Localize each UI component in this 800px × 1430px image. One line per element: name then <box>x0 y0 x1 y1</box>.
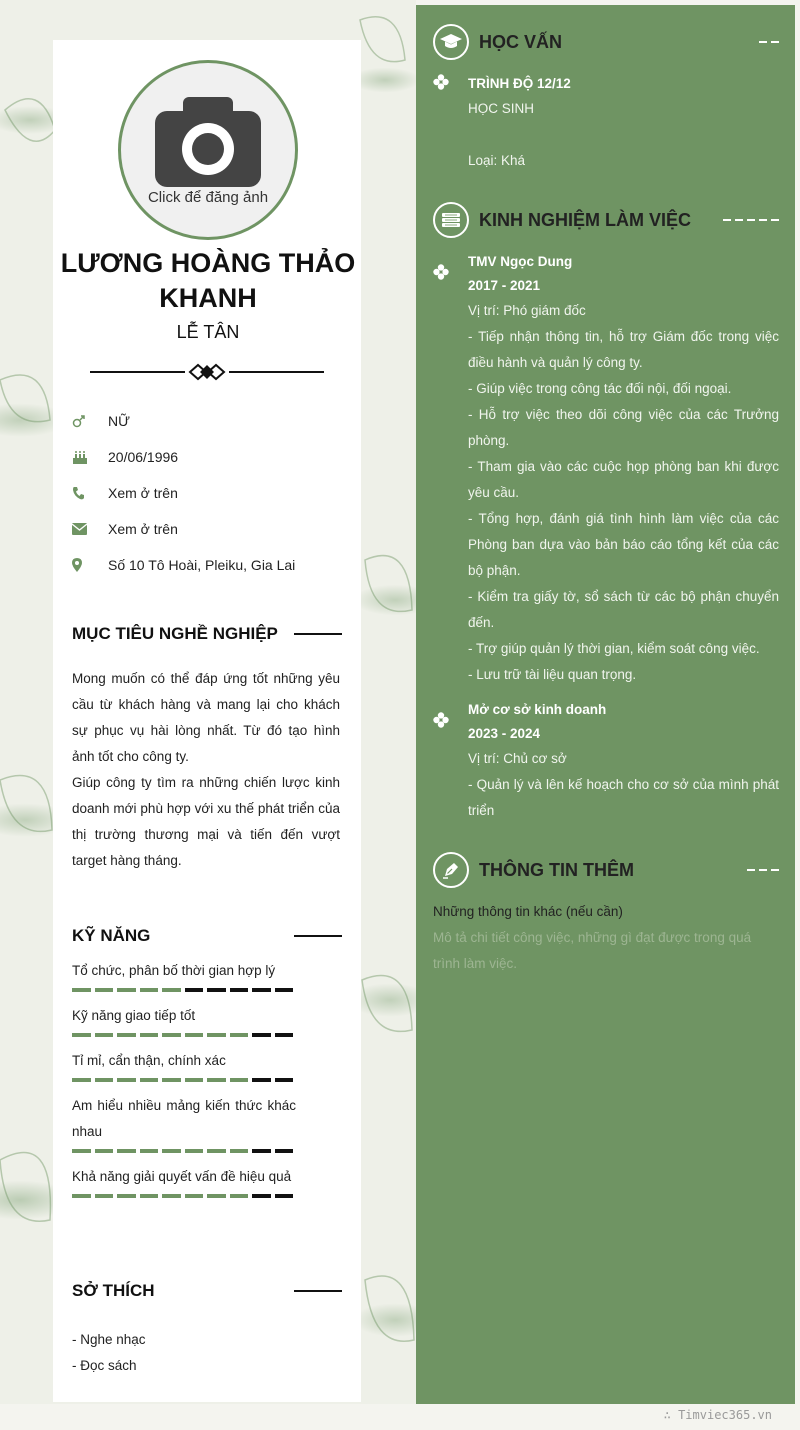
skill-name: Kỹ năng giao tiếp tốt <box>72 1008 196 1023</box>
section-title: KINH NGHIỆM LÀM VIỆC <box>479 209 692 230</box>
skill-segment <box>140 1078 159 1082</box>
extra-info-heading <box>433 852 779 888</box>
skill-segment <box>275 1194 294 1198</box>
title-line <box>294 633 342 635</box>
pen-icon <box>441 860 461 880</box>
info-address <box>72 547 352 583</box>
job-position: Vị trí: Phó giám đốc <box>468 303 586 318</box>
job-duty: - Tiếp nhận thông tin, hỗ trợ Giám đốc trong việc điều hành và quản lý công ty. <box>468 329 779 370</box>
experience-heading <box>433 202 779 238</box>
section-title: HỌC VẤN <box>479 31 563 52</box>
skill-segment <box>95 988 114 992</box>
extra-info-placeholder: Mô tả chi tiết công việc, những gì đạt được trong quá trình làm việc. <box>433 930 752 971</box>
contact-info <box>72 403 352 583</box>
info-birthday <box>72 439 352 475</box>
skill-item <box>72 958 296 992</box>
job-company: Mở cơ sở kinh doanh <box>468 702 607 717</box>
skill-segment <box>207 1033 226 1037</box>
job-duty: - Tham gia vào các cuộc họp phòng ban khi được yêu cầu. <box>468 459 779 500</box>
skill-segment <box>117 988 136 992</box>
skill-segment <box>72 1078 91 1082</box>
skill-segment <box>275 1149 294 1153</box>
skill-segment <box>95 1078 114 1082</box>
skill-item <box>72 1003 296 1037</box>
skill-segment <box>275 1078 294 1082</box>
info-text: Xem ở trên <box>108 485 178 501</box>
skill-segment <box>207 1149 226 1153</box>
skill-segment <box>230 1033 249 1037</box>
skill-segment <box>117 1033 136 1037</box>
skill-segment <box>72 988 91 992</box>
job-period: 2023 - 2024 <box>468 726 541 741</box>
skill-segment <box>117 1149 136 1153</box>
skill-segment <box>230 1194 249 1198</box>
skill-segment <box>230 1149 249 1153</box>
brand-watermark: ∴ Timviec365.vn <box>663 1408 772 1422</box>
skill-segment <box>140 1149 159 1153</box>
skill-segment <box>162 1149 181 1153</box>
section-title: MỤC TIÊU NGHỀ NGHIỆP <box>72 624 278 643</box>
info-email <box>72 511 352 547</box>
skill-item <box>72 1164 296 1198</box>
education-status: HỌC SINH <box>468 101 535 116</box>
skill-segment <box>185 1194 204 1198</box>
skill-level-bar <box>72 1194 296 1198</box>
skill-segment <box>275 988 294 992</box>
full-name: LƯƠNG HOÀNG THẢO KHANH <box>60 248 356 313</box>
skill-segment <box>252 1194 271 1198</box>
skill-segment <box>252 1149 271 1153</box>
skill-segment <box>207 988 226 992</box>
skills-heading <box>72 924 342 948</box>
skill-segment <box>185 988 204 992</box>
skill-level-bar <box>72 988 296 992</box>
hobby-item: - Đọc sách <box>72 1358 137 1373</box>
avatar-caption: Click để đăng ảnh <box>147 188 269 206</box>
skill-level-bar <box>72 1033 296 1037</box>
skill-name: Tổ chức, phân bố thời gian hợp lý <box>72 963 276 978</box>
hobby-item: - Nghe nhạc <box>72 1332 146 1347</box>
flower-bullet-icon <box>433 74 449 90</box>
education-heading <box>433 24 779 60</box>
info-text: 20/06/1996 <box>108 449 179 465</box>
skill-segment <box>185 1078 204 1082</box>
skill-segment <box>117 1078 136 1082</box>
title-dashes <box>576 41 779 43</box>
info-text: NỮ <box>108 413 131 429</box>
camera-icon <box>155 95 261 187</box>
skill-item <box>72 1093 296 1153</box>
ornament-divider <box>90 362 324 382</box>
skill-segment <box>140 988 159 992</box>
objective-paragraph: Giúp công ty tìm ra những chiến lược kinh doanh mới phù hợp với xu thế phát triển của thị trường thương mại và tiến đến vượt target hàng tháng. <box>72 775 340 868</box>
skill-segment <box>95 1149 114 1153</box>
skill-segment <box>230 1078 249 1082</box>
job-company: TMV Ngọc Dung <box>468 254 573 269</box>
phone-icon <box>72 486 84 500</box>
section-title: SỞ THÍCH <box>72 1281 155 1300</box>
extra-info[interactable] <box>433 899 779 977</box>
title-line <box>294 935 342 937</box>
skill-name: Am hiểu nhiều mảng kiến thức khác nhau <box>72 1098 296 1139</box>
skill-segment <box>140 1194 159 1198</box>
birthday-cake-icon <box>72 450 88 464</box>
skill-segment <box>230 988 249 992</box>
job-position: Vị trí: Chủ cơ sở <box>468 751 567 766</box>
skill-segment <box>162 1078 181 1082</box>
info-phone <box>72 475 352 511</box>
skill-segment <box>72 1149 91 1153</box>
skill-segment <box>185 1149 204 1153</box>
title-dashes <box>705 219 779 221</box>
graduation-cap-icon <box>440 33 462 51</box>
skill-segment <box>252 1033 271 1037</box>
skill-segment <box>72 1194 91 1198</box>
skill-segment <box>140 1033 159 1037</box>
info-text: Xem ở trên <box>108 521 178 537</box>
skill-level-bar <box>72 1078 296 1082</box>
info-gender <box>72 403 352 439</box>
job-duty: - Tổng hợp, đánh giá tình hình làm việc của các Phòng ban dựa vào bản báo cáo tổng kết của các bộ phận. <box>468 511 779 578</box>
education-grade: Loại: Khá <box>468 153 526 168</box>
skill-segment <box>252 1078 271 1082</box>
job-duty: - Kiểm tra giấy tờ, sổ sách từ các bộ phận chuyển đến. <box>468 589 779 630</box>
skill-item <box>72 1048 296 1082</box>
skill-segment <box>95 1194 114 1198</box>
title-dashes <box>648 869 779 871</box>
skill-segment <box>252 988 271 992</box>
skills-list <box>72 958 296 1209</box>
gender-icon <box>72 414 86 428</box>
flower-bullet-icon <box>433 712 449 728</box>
skill-segment <box>275 1033 294 1037</box>
avatar-upload[interactable] <box>118 60 298 240</box>
skill-name: Tỉ mỉ, cẩn thận, chính xác <box>72 1053 226 1068</box>
objective-text <box>72 666 340 874</box>
section-title: THÔNG TIN THÊM <box>479 859 634 880</box>
skill-segment <box>117 1194 136 1198</box>
skill-segment <box>72 1033 91 1037</box>
skill-segment <box>162 1033 181 1037</box>
hobbies-list <box>72 1327 146 1379</box>
envelope-icon <box>72 523 87 535</box>
job-duty: - Lưu trữ tài liệu quan trọng. <box>468 667 637 682</box>
section-title: KỸ NĂNG <box>72 926 151 945</box>
extra-info-text: Những thông tin khác (nếu cần) <box>433 904 623 919</box>
objective-heading <box>72 622 342 646</box>
education-entry <box>433 72 779 174</box>
job-period: 2017 - 2021 <box>468 278 541 293</box>
job-duty: - Hỗ trợ việc theo dõi công việc của các Trưởng phòng. <box>468 407 779 448</box>
title-line <box>294 1290 342 1292</box>
skill-segment <box>95 1033 114 1037</box>
book-icon <box>440 211 462 229</box>
info-text: Số 10 Tô Hoài, Pleiku, Gia Lai <box>108 557 296 573</box>
skill-segment <box>207 1078 226 1082</box>
hobbies-heading <box>72 1279 342 1303</box>
flower-bullet-icon <box>433 264 449 280</box>
education-level: TRÌNH ĐỘ 12/12 <box>468 76 571 91</box>
objective-paragraph: Mong muốn có thể đáp ứng tốt những yêu cầu từ khách hàng và mang lại cho khách sự phục vụ hài lòng nhất. Từ đó tạo hình ảnh tốt cho công ty. <box>72 671 340 764</box>
job-duty: - Trợ giúp quản lý thời gian, kiểm soát công việc. <box>468 641 760 656</box>
job-title: LỄ TÂN <box>176 322 240 342</box>
skill-name: Khả năng giải quyết vấn đề hiệu quả <box>72 1169 292 1184</box>
skill-level-bar <box>72 1149 296 1153</box>
skill-segment <box>162 1194 181 1198</box>
job-duty: - Quản lý và lên kế hoạch cho cơ sở của mình phát triển <box>468 777 779 818</box>
job-duty: - Giúp việc trong công tác đối nội, đối ngoại. <box>468 381 732 396</box>
map-marker-icon <box>72 558 82 572</box>
skill-segment <box>207 1194 226 1198</box>
skill-segment <box>162 988 181 992</box>
job-entry <box>433 250 779 688</box>
job-entry <box>433 698 779 824</box>
skill-segment <box>185 1033 204 1037</box>
